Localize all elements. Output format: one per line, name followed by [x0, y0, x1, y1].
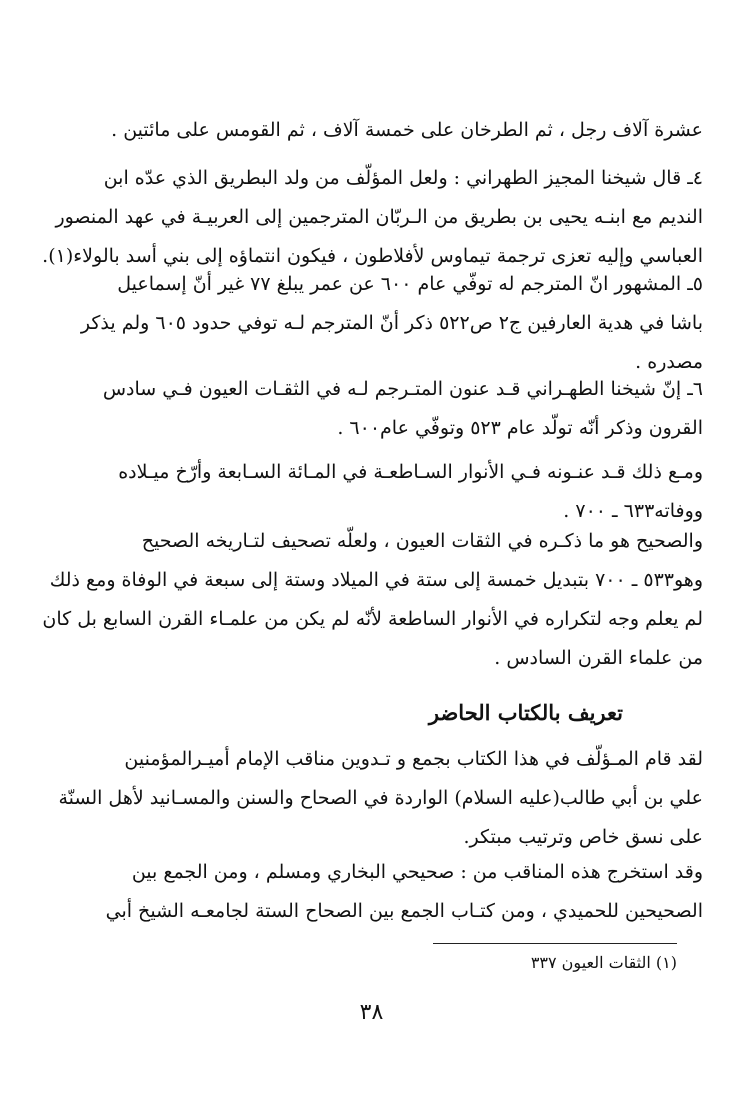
text-line: القرون وذكر أنّه تولّد عام ٥٢٣ وتوفّي عام٦٠٠ . [337, 417, 703, 439]
text-line: ٥ـ المشهور انّ المترجم له توفّي عام ٦٠٠ عن عمر يبلغ ٧٧ غير أنّ إسماعيل [117, 273, 703, 295]
text-line: لم يعلم وجه لتكراره في الأنوار الساطعة لأنّه لم يكن من علمـاء القرن السابع بل كان [42, 608, 703, 630]
paragraph-1 [88, 111, 703, 150]
text-line: ٦ـ إنّ شيخنا الطهـراني قـد عنون المتـرجم لـه في الثقـات العيون فـي سادس [102, 378, 703, 400]
paragraph-4-note-6 [88, 370, 703, 448]
text-line: على نسق خاص وترتيب مبتكر. [463, 826, 703, 848]
text-line: ومـع ذلك قـد عنـونه فـي الأنوار السـاطعـة في المـائة السـابعة وأرّخ ميـلاده [118, 461, 703, 483]
text-line: النديم مع ابنـه يحيى بن بطريق من الـربّان المترجمين إلى العربيـة في عهد المنصور [55, 206, 703, 228]
text-line: العباسي وإليه تعزى ترجمة تيماوس لأفلاطون ، فيكون انتماؤه إلى بني أسد بالولاء(١). [42, 245, 703, 267]
footnote: (١) الثقات العيون ٣٣٧ [530, 953, 677, 972]
paragraph-2-note-4 [42, 159, 703, 276]
text-line: ٤ـ قال شيخنا المجيز الطهراني : ولعل المؤلّف من ولد البطريق الذي عدّه ابن [103, 167, 703, 189]
text-line: من علماء القرن السادس . [494, 647, 703, 669]
paragraph-3-note-5 [80, 265, 703, 382]
text-line: والصحيح هو ما ذكـره في الثقات العيون ، ولعلّه تصحيف لتـاريخه الصحيح [141, 530, 703, 552]
paragraph-5 [88, 453, 703, 531]
text-line: الصحيحين للحميدي ، ومن كتـاب الجمع بين الصحاح الستة لجامعـه الشيخ أبي [105, 900, 703, 922]
text-line: لقد قام المـؤلّف في هذا الكتاب بجمع و تـدوين مناقب الإمام أميـرالمؤمنين [124, 748, 703, 770]
text-line: مصدره . [635, 351, 703, 373]
paragraph-6 [42, 522, 703, 678]
paragraph-8 [88, 853, 703, 931]
text-line: ووفاته٦٣٣ ـ ٧٠٠ . [563, 500, 703, 522]
text-line: وهو٥٣٣ ـ ٧٠٠ بتبديل خمسة إلى ستة في الميلاد وستة إلى سبعة في الوفاة ومع ذلك [49, 569, 703, 591]
text-line: وقد استخرج هذه المناقب من : صحيحي البخاري ومسلم ، ومن الجمع بين [131, 861, 703, 883]
paragraph-7 [58, 740, 703, 857]
text-line: علي بن أبي طالب(عليه السلام) الواردة في الصحاح والسنن والمسـانيد لأهل السنّة [58, 787, 703, 809]
page-number: ٣٨ [359, 1000, 384, 1025]
text-line: باشا في هدية العارفين ج٢ ص٥٢٢ ذكر أنّ المترجم لـه توفي حدود ٦٠٥ ولم يذكر [80, 312, 703, 334]
text-line: عشرة آلاف رجل ، ثم الطرخان على خمسة آلاف ، ثم القومس على مائتين . [111, 119, 703, 141]
section-heading: تعريف بالكتاب الحاضر [428, 700, 623, 725]
footnote-divider [433, 943, 677, 944]
